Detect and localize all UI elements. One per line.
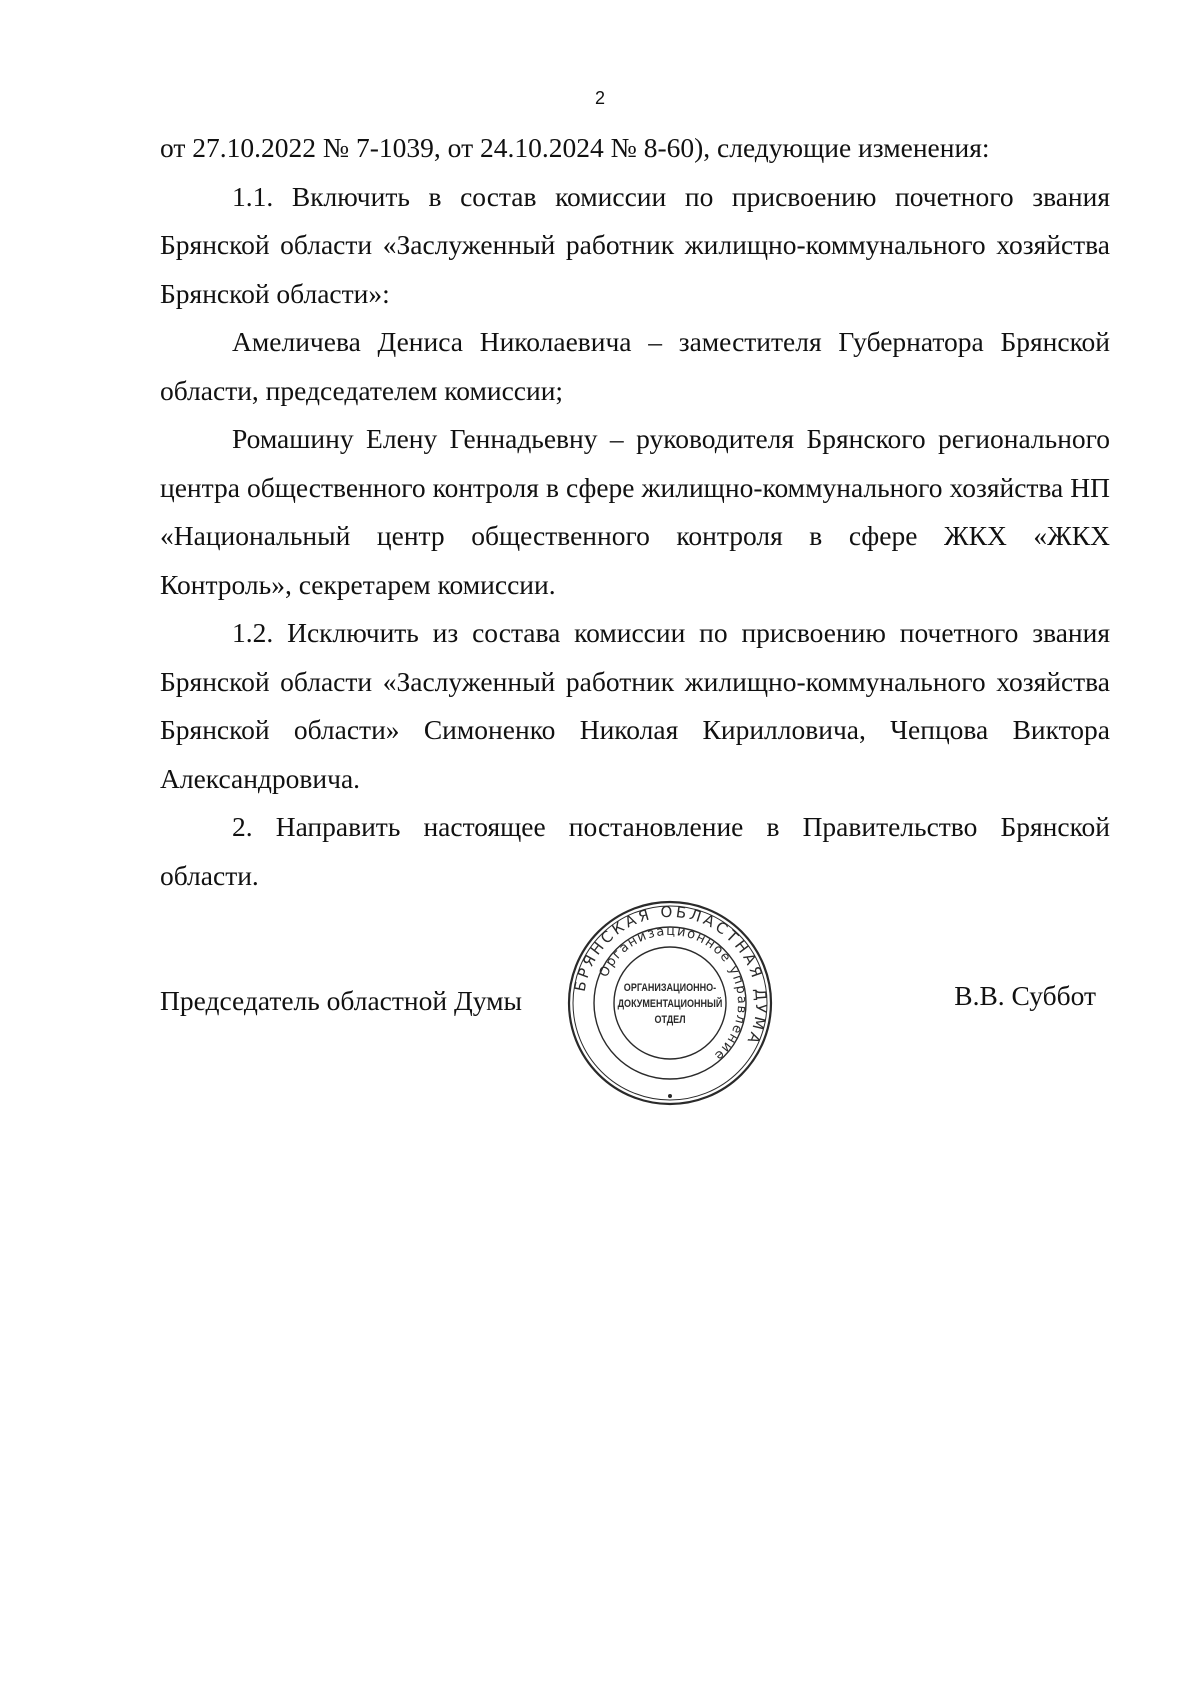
page-number: 2 [594,88,605,108]
seal-inner-ring [614,947,726,1059]
paragraph-item-1-2: 1.2. Исключить из состава комиссии по присвоению почетного звания Брянской области «Заслуженный работник жилищно-коммунального хозяйства Брянской области» Симоненко Николая Кирилловича, Чепцова Виктора Александровича. [160,617,1110,794]
paragraph-continuation: от 27.10.2022 № 7-1039, от 24.10.2024 № 8-60), следующие изменения: [160,132,990,163]
seal-inner-text: Организационное управление [596,923,750,1064]
document-body [160,124,1110,900]
seal-outer-text: БРЯНСКАЯ ОБЛАСТНАЯ ДУМА [570,902,771,1049]
paragraph-chairman: Амеличева Дениса Николаевича – заместителя Губернатора Брянской области, председателем комиссии; [160,326,1110,406]
seal-center-line-2: ДОКУМЕНТАЦИОННЫЙ [617,998,723,1010]
seal-dot [668,1094,672,1098]
seal-center-line-1: ОРГАНИЗАЦИОННО- [623,982,717,994]
paragraph-item-1-1: 1.1. Включить в состав комиссии по присвоению почетного звания Брянской области «Заслуженный работник жилищно-коммунального хозяйства Брянской области»: [160,180,1110,309]
signer-name: В.В. Суббот [954,980,1096,1011]
paragraph-secretary: Ромашину Елену Геннадьевну – руководителя Брянского регионального центра общественного контроля в сфере жилищно-коммунального хозяйства НП «Национальный центр общественного контроля в сфере ЖКХ «ЖКХ Контроль», секретарем комиссии. [160,423,1110,600]
signer-title: Председатель областной Думы [160,985,522,1016]
paragraph-item-2: 2. Направить настоящее постановление в Правительство Брянской области. [160,811,1110,891]
official-seal [565,898,775,1108]
seal-graphic [565,898,775,1108]
seal-center-line-3: ОТДЕЛ [654,1014,686,1026]
